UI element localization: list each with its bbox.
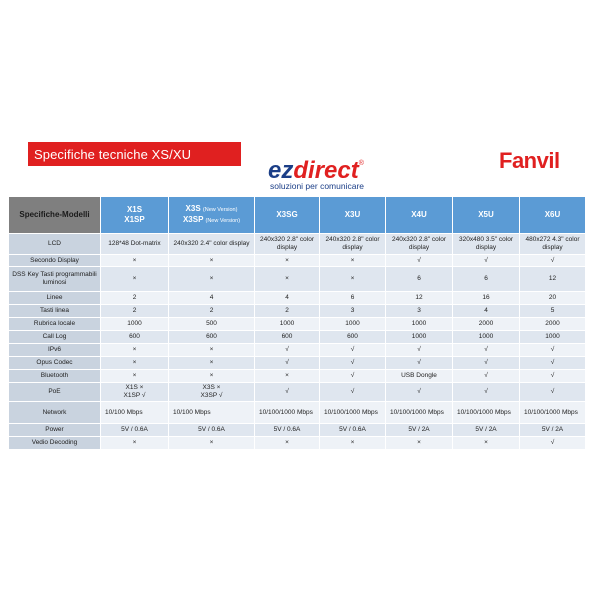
table-cell: × [169, 437, 255, 450]
table-cell: 1000 [101, 318, 169, 331]
table-cell: 2000 [453, 318, 520, 331]
model-header-x3s: X3S (New Version) X3SP (New Version) [169, 197, 255, 234]
table-cell: 240x320 2.4" color display [169, 234, 255, 255]
table-cell: √ [520, 344, 586, 357]
table-cell: √ [453, 357, 520, 370]
row-label: Rubrica locale [9, 318, 101, 331]
table-cell: 320x480 3.5" color display [453, 234, 520, 255]
table-cell: USB Dongle [386, 370, 453, 383]
row-label: Power [9, 424, 101, 437]
table-cell: × [169, 370, 255, 383]
row-label: Vedio Decoding [9, 437, 101, 450]
table-cell: 5V / 0.6A [101, 424, 169, 437]
table-row [9, 255, 586, 267]
table-cell: 20 [520, 292, 586, 305]
table-cell: √ [386, 344, 453, 357]
title-banner [28, 142, 241, 166]
table-cell: × [255, 370, 320, 383]
table-cell: 480x272 4.3" color display [520, 234, 586, 255]
table-cell: 5V / 2A [453, 424, 520, 437]
table-cell: 500 [169, 318, 255, 331]
table-cell: √ [320, 383, 386, 402]
table-cell: 5V / 2A [520, 424, 586, 437]
table-cell: X1S × X1SP √ [101, 383, 169, 402]
table-cell: 240x320 2.8" color display [255, 234, 320, 255]
table-cell: √ [255, 344, 320, 357]
row-label: Call Log [9, 331, 101, 344]
table-cell: 600 [169, 331, 255, 344]
table-cell: 128*48 Dot-matrix [101, 234, 169, 255]
table-row [9, 267, 586, 292]
table-cell: 2000 [520, 318, 586, 331]
table-cell: 12 [386, 292, 453, 305]
table-cell: 600 [255, 331, 320, 344]
table-cell: √ [255, 357, 320, 370]
table-cell: √ [520, 255, 586, 267]
table-cell: × [255, 255, 320, 267]
ezdirect-logo: ezdirect® soluzioni per comunicare [268, 157, 365, 191]
table-cell: √ [520, 370, 586, 383]
table-cell: √ [320, 344, 386, 357]
table-cell: 10/100 Mbps [101, 402, 169, 424]
table-cell: × [255, 437, 320, 450]
table-cell: 10/100/1000 Mbps [255, 402, 320, 424]
table-row [9, 292, 586, 305]
table-cell: × [320, 437, 386, 450]
table-cell: √ [386, 255, 453, 267]
model-header-x1s: X1S X1SP [101, 197, 169, 234]
table-row [9, 305, 586, 318]
table-cell: 12 [520, 267, 586, 292]
model-header-x4u: X4U [386, 197, 453, 234]
table-cell: × [101, 437, 169, 450]
table-row [9, 437, 586, 450]
table-cell: 1000 [386, 318, 453, 331]
table-cell: 1000 [386, 331, 453, 344]
table-row [9, 344, 586, 357]
table-row [9, 370, 586, 383]
table-cell: 600 [101, 331, 169, 344]
table-row [9, 402, 586, 424]
table-cell: X3S × X3SP √ [169, 383, 255, 402]
table-cell: × [101, 344, 169, 357]
table-cell: 2 [255, 305, 320, 318]
row-label: PoE [9, 383, 101, 402]
table-cell: × [169, 255, 255, 267]
table-row [9, 424, 586, 437]
table-cell: 5V / 2A [386, 424, 453, 437]
table-cell: × [169, 344, 255, 357]
table-cell: 5V / 0.6A [169, 424, 255, 437]
header-row [9, 197, 586, 234]
table-cell: 600 [320, 331, 386, 344]
table-cell: 240x320 2.8" color display [386, 234, 453, 255]
table-cell: √ [520, 383, 586, 402]
table-cell: × [169, 357, 255, 370]
table-cell: 5 [520, 305, 586, 318]
table-row [9, 357, 586, 370]
table-cell: 10/100/1000 Mbps [386, 402, 453, 424]
table-cell: 6 [386, 267, 453, 292]
table-cell: 1000 [520, 331, 586, 344]
row-label: Tasti linea [9, 305, 101, 318]
table-cell: 2 [169, 305, 255, 318]
ezdirect-tagline: soluzioni per comunicare [270, 181, 365, 191]
model-header-x3sg: X3SG [255, 197, 320, 234]
row-label: Network [9, 402, 101, 424]
fanvil-logo [497, 148, 577, 174]
table-cell: √ [320, 370, 386, 383]
model-header-x5u: X5U [453, 197, 520, 234]
table-cell: √ [453, 344, 520, 357]
model-header-x6u: X6U [520, 197, 586, 234]
table-row [9, 318, 586, 331]
table-cell: 1000 [453, 331, 520, 344]
row-label: Secondo Display [9, 255, 101, 267]
table-cell: × [169, 267, 255, 292]
table-cell: √ [386, 357, 453, 370]
spec-table [8, 196, 586, 450]
table-row [9, 383, 586, 402]
table-cell: 4 [255, 292, 320, 305]
table-cell: √ [520, 357, 586, 370]
table-cell: × [101, 255, 169, 267]
table-cell: 6 [320, 292, 386, 305]
table-cell: √ [255, 383, 320, 402]
table-cell: 3 [320, 305, 386, 318]
table-cell: √ [520, 437, 586, 450]
table-cell: × [101, 267, 169, 292]
row-label: IPv6 [9, 344, 101, 357]
table-cell: × [255, 267, 320, 292]
table-cell: 4 [169, 292, 255, 305]
table-cell: 10/100 Mbps [169, 402, 255, 424]
table-cell: √ [453, 370, 520, 383]
banner-title: Specifiche tecniche XS/XU [34, 146, 192, 162]
table-cell: × [101, 357, 169, 370]
table-cell: 10/100/1000 Mbps [520, 402, 586, 424]
row-label: Opus Codec [9, 357, 101, 370]
table-cell: × [453, 437, 520, 450]
table-cell: × [101, 370, 169, 383]
corner-header: Specifiche-Modelli [9, 197, 101, 234]
table-cell: 10/100/1000 Mbps [453, 402, 520, 424]
table-cell: √ [453, 255, 520, 267]
table-cell: × [320, 267, 386, 292]
table-cell: 1000 [320, 318, 386, 331]
table-row [9, 331, 586, 344]
table-row [9, 234, 586, 255]
table-cell: 1000 [255, 318, 320, 331]
row-label: DSS Key Tasti programmabili luminosi [9, 267, 101, 292]
row-label: Linee [9, 292, 101, 305]
table-cell: 2 [101, 292, 169, 305]
table-cell: 3 [386, 305, 453, 318]
table-cell: × [386, 437, 453, 450]
table-cell: 10/100/1000 Mbps [320, 402, 386, 424]
svg-text:Fanvil: Fanvil [499, 148, 560, 173]
table-cell: 5V / 0.6A [255, 424, 320, 437]
table-cell: 6 [453, 267, 520, 292]
row-label: LCD [9, 234, 101, 255]
model-header-x3u: X3U [320, 197, 386, 234]
row-label: Bluetooth [9, 370, 101, 383]
table-cell: 240x320 2.8" color display [320, 234, 386, 255]
table-cell: 2 [101, 305, 169, 318]
table-cell: 5V / 0.6A [320, 424, 386, 437]
table-cell: 4 [453, 305, 520, 318]
table-cell: √ [386, 383, 453, 402]
table-cell: 16 [453, 292, 520, 305]
table-cell: × [320, 255, 386, 267]
table-cell: √ [453, 383, 520, 402]
table-cell: √ [320, 357, 386, 370]
